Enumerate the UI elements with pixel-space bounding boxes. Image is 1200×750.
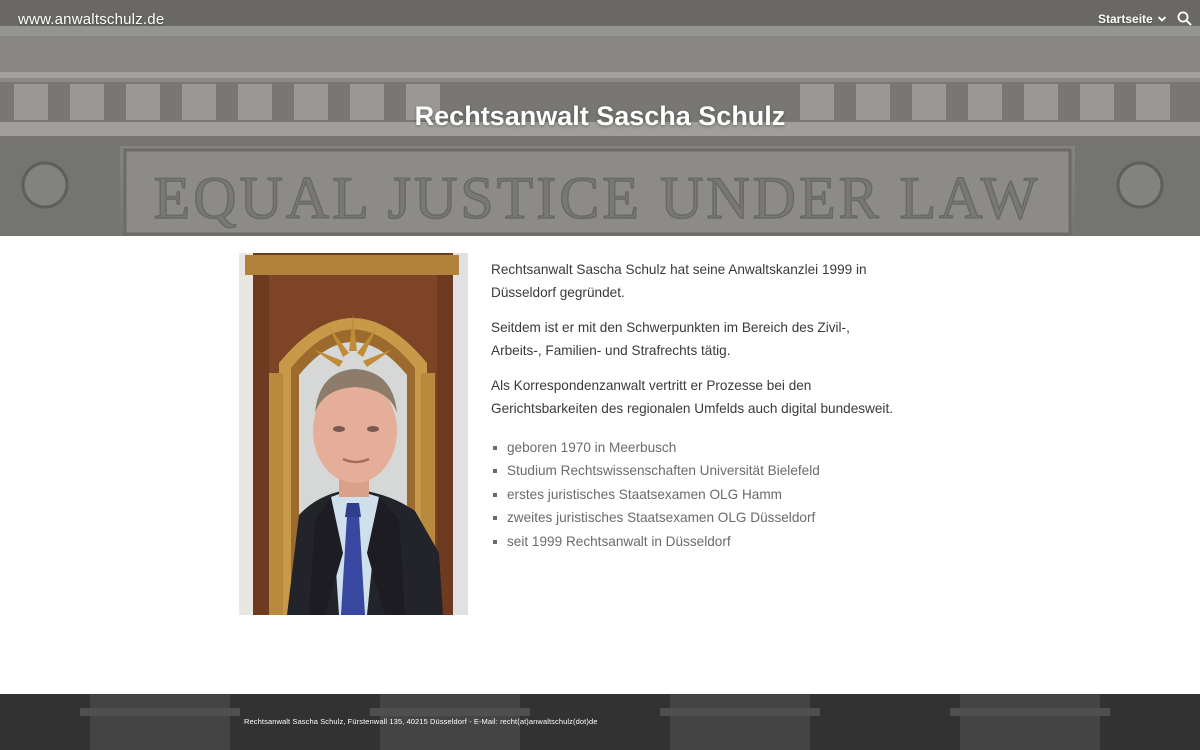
list-item: seit 1999 Rechtsanwalt in Düsseldorf bbox=[491, 530, 901, 553]
list-item: geboren 1970 in Meerbusch bbox=[491, 436, 901, 459]
columns-background-image bbox=[0, 694, 1200, 750]
biography-list bbox=[491, 436, 901, 553]
main-content bbox=[491, 258, 901, 553]
list-item: Studium Rechtswissenschaften Universität Bielefeld bbox=[491, 459, 901, 482]
nav-startseite-label: Startseite bbox=[1098, 12, 1153, 26]
hero-banner bbox=[0, 0, 1200, 236]
footer-contact-text: Rechtsanwalt Sascha Schulz, Fürstenwall 135, 40215 Düsseldorf - E-Mail: recht(at)anwaltschulz(dot)de bbox=[244, 717, 598, 726]
top-navigation-bar bbox=[0, 0, 1200, 40]
list-item: zweites juristisches Staatsexamen OLG Düsseldorf bbox=[491, 506, 901, 529]
footer bbox=[0, 694, 1200, 750]
site-title-link[interactable]: www.anwaltschulz.de bbox=[18, 11, 165, 28]
portrait-illustration bbox=[239, 253, 468, 615]
inscription-text: EQUAL JUSTICE UNDER LAW bbox=[153, 165, 1041, 231]
search-icon[interactable] bbox=[1176, 10, 1194, 28]
page-title: Rechtsanwalt Sascha Schulz bbox=[414, 101, 786, 131]
lawyer-portrait-photo bbox=[239, 253, 468, 615]
intro-paragraph: Rechtsanwalt Sascha Schulz hat seine Anwaltskanzlei 1999 in Düsseldorf gegründet. bbox=[491, 262, 867, 300]
nav-startseite[interactable] bbox=[1098, 12, 1167, 26]
correspondence-paragraph: Als Korrespondenzanwalt vertritt er Prozesse bei den Gerichtsbarkeiten des regionalen Umfelds auch digital bundesweit. bbox=[491, 378, 893, 416]
list-item: erstes juristisches Staatsexamen OLG Hamm bbox=[491, 483, 901, 506]
chevron-down-icon bbox=[1157, 14, 1167, 24]
focus-areas-paragraph: Seitdem ist er mit den Schwerpunkten im Bereich des Zivil-, Arbeits-, Familien- und Strafrechts tätig. bbox=[491, 320, 850, 358]
